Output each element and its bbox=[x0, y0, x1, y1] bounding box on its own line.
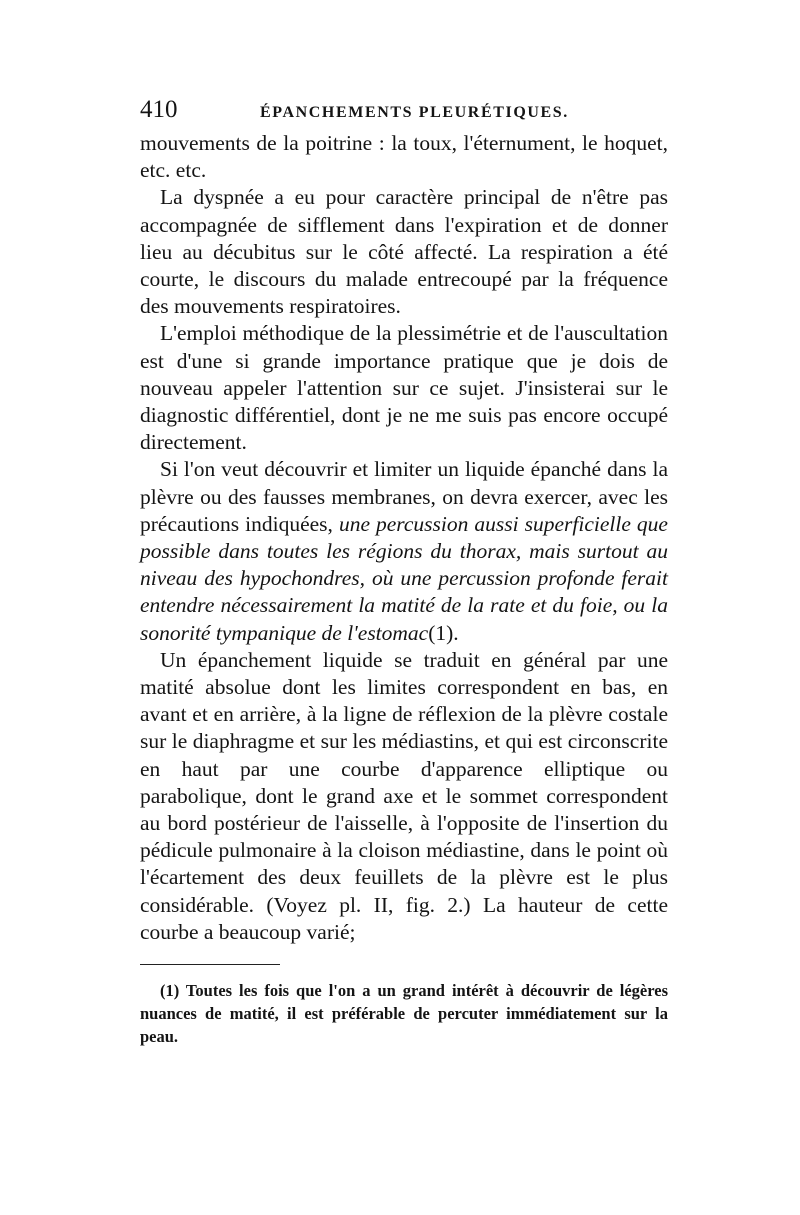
footnote-divider bbox=[140, 964, 280, 965]
paragraph-plessimetrie: L'emploi méthodique de la plessimétrie et de l'auscultation est d'une si grande importance pratique que je dois de nouveau appeler l'attention sur ce sujet. J'insisterai sur le diagnostic différentiel, dont je ne me suis pas encore occupé directement. bbox=[140, 321, 668, 455]
paragraph-epanchement: Un épanchement liquide se traduit en général par une matité absolue dont les limites correspondent en bas, en avant et en arrière, à la ligne de réflexion de la plèvre costale sur le diaphragme et sur les médiastins, et qui est circonscrite en haut par une courbe d'apparence elliptique ou parabolique, dont le grand axe et le sommet correspondent au bord postérieur de l'aisselle, à l'opposite de l'insertion du pédicule pulmonaire à la cloison médiastine, dans le point où l'écartement des deux feuillets de la plèvre est le plus considérable. (Voyez pl. II, fig. 2.) La hauteur de cette courbe a beaucoup varié; bbox=[140, 647, 668, 944]
page-number: 410 bbox=[140, 96, 178, 123]
percussion-italic-text: une percussion aussi superficielle que possible dans toutes les régions du thorax, mais surtout au niveau des hypochondres, où une percussion profonde ferait entendre nécessairement la matité de la rate et du foie, ou la sonorité tympanique de l'estomac bbox=[140, 511, 668, 645]
footnote: (1) Toutes les fois que l'on a un grand intérêt à découvrir de légères nuances de matité, il est préférable de percuter immédiatement sur la peau. bbox=[140, 981, 668, 1047]
footnote-ref: (1). bbox=[428, 620, 459, 645]
book-page bbox=[140, 96, 668, 1048]
running-head: ÉPANCHEMENTS PLEURÉTIQUES. bbox=[260, 104, 569, 121]
paragraph-percussion bbox=[140, 456, 668, 646]
page-header bbox=[140, 96, 668, 130]
paragraph-continuation: mouvements de la poitrine : la toux, l'éternument, le hoquet, etc. etc. bbox=[140, 131, 668, 183]
paragraph-dyspnee: La dyspnée a eu pour caractère principal de n'être pas accompagnée de sifflement dans l'expiration et de donner lieu au décubitus sur le côté affecté. La respiration a été courte, le discours du malade entrecoupé par la fréquence des mouvements respiratoires. bbox=[140, 185, 668, 319]
percussion-text: Si l'on veut découvrir et limiter un liquide épanché dans la plèvre ou des fausses membranes, on devra exercer, avec les précautions indiquées, bbox=[140, 457, 668, 536]
